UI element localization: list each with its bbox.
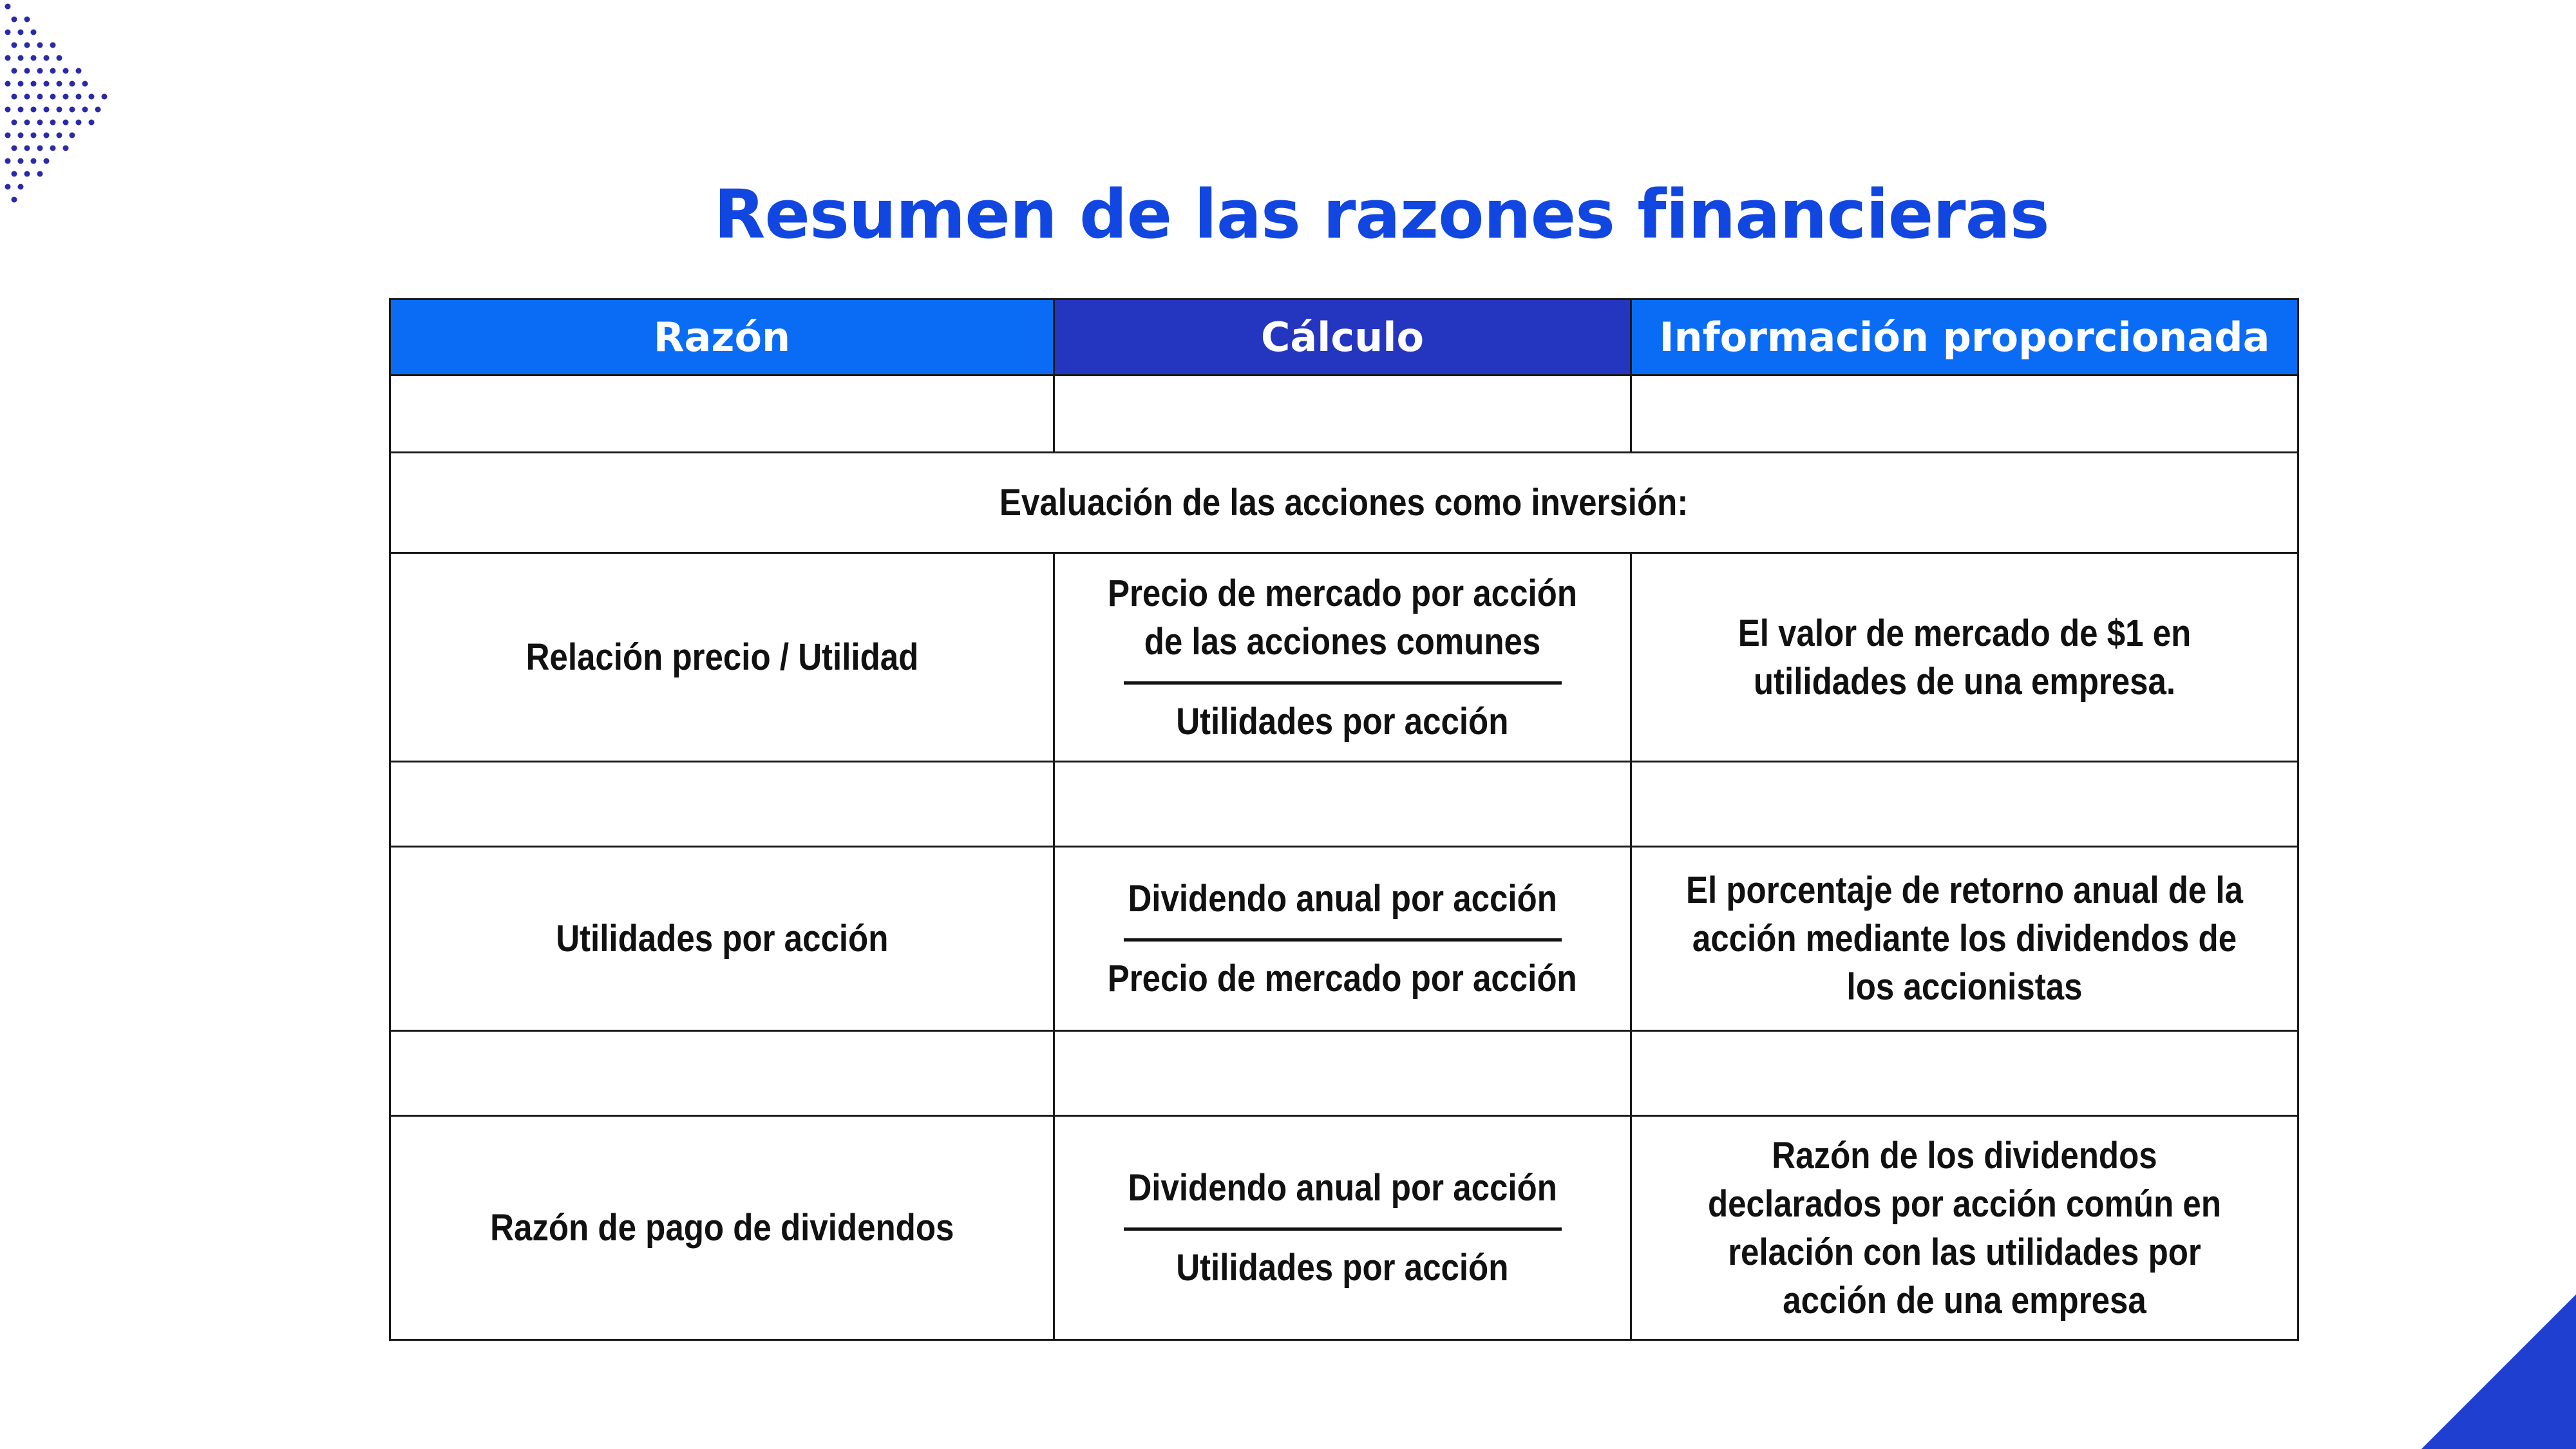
decorative-dot [24,120,30,126]
fraction-bar [1124,938,1562,942]
calculation-cell [1054,553,1631,762]
decorative-dot [76,120,82,126]
decorative-dot [76,68,82,74]
decorative-dot [63,146,69,151]
table-row [390,1116,2298,1340]
decorative-dot [24,17,30,23]
decorative-dot [5,107,11,113]
decorative-dot [37,146,43,151]
fraction-numerator: Dividendo anual por acción [1128,1167,1557,1209]
ratio-name-cell [390,847,1054,1031]
decorative-dot [18,158,24,164]
decorative-dot [37,43,43,48]
empty-cell [1054,375,1631,453]
decorative-dot [57,81,62,87]
decorative-dot [95,107,101,113]
ratio-name-cell [390,553,1054,762]
table-row [390,847,2298,1031]
empty-cell [1631,762,2298,847]
decorative-dot [12,43,17,48]
decorative-dot [5,55,11,61]
decorative-dot [18,30,24,35]
decorative-dot [82,81,88,87]
decorative-dot [5,158,11,164]
decorative-dot [18,81,24,87]
decorative-dot [37,94,43,100]
decorative-dot [76,94,82,100]
decorative-dot [82,107,88,113]
section-heading-text: Evaluación de las acciones como inversión: [999,482,1689,524]
ratio-name-cell [390,1116,1054,1340]
decorative-dot [50,120,56,126]
decorative-dot [44,158,50,164]
header-ratio: Razón [390,299,1054,375]
decorative-dot [18,107,24,113]
decorative-dot [89,120,95,126]
table-row-empty [390,762,2298,847]
empty-cell [390,1031,1054,1116]
fraction-denominator: Utilidades por acción [1176,700,1509,743]
decorative-dot [31,30,37,35]
info-cell [1631,553,2298,762]
calculation-cell [1054,1116,1631,1340]
decorative-dot [44,107,50,113]
decorative-dot [31,158,37,164]
decorative-dot [70,133,75,138]
decorative-dot [18,55,24,61]
fraction [1068,1164,1617,1292]
info-cell [1631,847,2298,1031]
empty-cell [1054,762,1631,847]
empty-cell [390,375,1054,453]
decorative-dot [63,94,69,100]
decorative-dot [102,94,108,100]
decorative-dot [50,146,56,151]
decorative-dot [89,94,95,100]
table-header-row [390,299,2298,375]
decorative-dot [37,68,43,74]
financial-ratios-table [389,298,2299,1341]
decorative-dot [57,55,62,61]
fraction [1068,569,1617,746]
section-row [390,453,2298,553]
section-heading [390,453,2298,553]
fraction-denominator: Precio de mercado por acción [1108,958,1577,999]
decorative-dot [37,120,43,126]
decorative-dot [44,81,50,87]
corner-triangle-decoration [2421,1294,2576,1449]
decorative-dot [12,17,17,23]
fraction-numerator: Dividendo anual por acción [1128,878,1557,920]
decorative-dot [44,55,50,61]
decorative-dot [57,133,62,138]
decorative-dot [31,107,37,113]
decorative-dot [24,68,30,74]
decorative-dot [12,146,17,151]
fraction-bar [1124,681,1562,685]
decorative-dot [18,133,24,138]
decorative-dot [5,133,11,138]
decorative-dot [63,68,69,74]
decorative-dot [24,43,30,48]
empty-cell [390,762,1054,847]
decorative-dot [70,81,75,87]
decorative-dot [5,4,11,10]
decorative-dot [70,107,75,113]
decorative-dot [63,120,69,126]
decorative-dot [24,94,30,100]
info-text: El porcentaje de retorno anual de la acción mediante los dividendos de los accionistas [1685,869,2244,1008]
decorative-dot [50,43,56,48]
empty-cell [1054,1031,1631,1116]
info-text: El valor de mercado de $1 en utilidades de una empresa. [1738,612,2192,703]
decorative-dot [12,68,17,74]
decorative-dot [12,120,17,126]
header-information: Información proporcionada [1631,299,2298,375]
empty-cell [1631,1031,2298,1116]
decorative-dot [31,81,37,87]
decorative-dot [57,107,62,113]
decorative-dot [50,94,56,100]
header-calculation: Cálculo [1054,299,1631,375]
calculation-cell [1054,847,1631,1031]
fraction [1068,875,1617,1003]
decorative-dot [5,81,11,87]
table-row [390,553,2298,762]
empty-cell [1631,375,2298,453]
decorative-dot [12,94,17,100]
table-row-empty [390,1031,2298,1116]
ratio-name: Utilidades por acción [555,918,889,960]
info-cell [1631,1116,2298,1340]
decorative-dot [31,133,37,138]
fraction-numerator: Precio de mercado por acción de las acciones comunes [1108,572,1577,663]
decorative-dot [24,146,30,151]
decorative-dot [50,68,56,74]
decorative-dot [44,133,50,138]
fraction-bar [1124,1227,1562,1231]
fraction-denominator: Utilidades por acción [1176,1247,1509,1289]
ratio-name: Razón de pago de dividendos [489,1207,954,1249]
decorative-dot [5,30,11,35]
decorative-dot [31,55,37,61]
info-text: Razón de los dividendos declarados por acción común en relación con las utilidades por acción de una empresa [1707,1134,2222,1321]
ratio-name: Relación precio / Utilidad [526,636,918,678]
table-row-empty [390,375,2298,453]
page-title: Resumen de las razones financieras [714,175,2049,254]
